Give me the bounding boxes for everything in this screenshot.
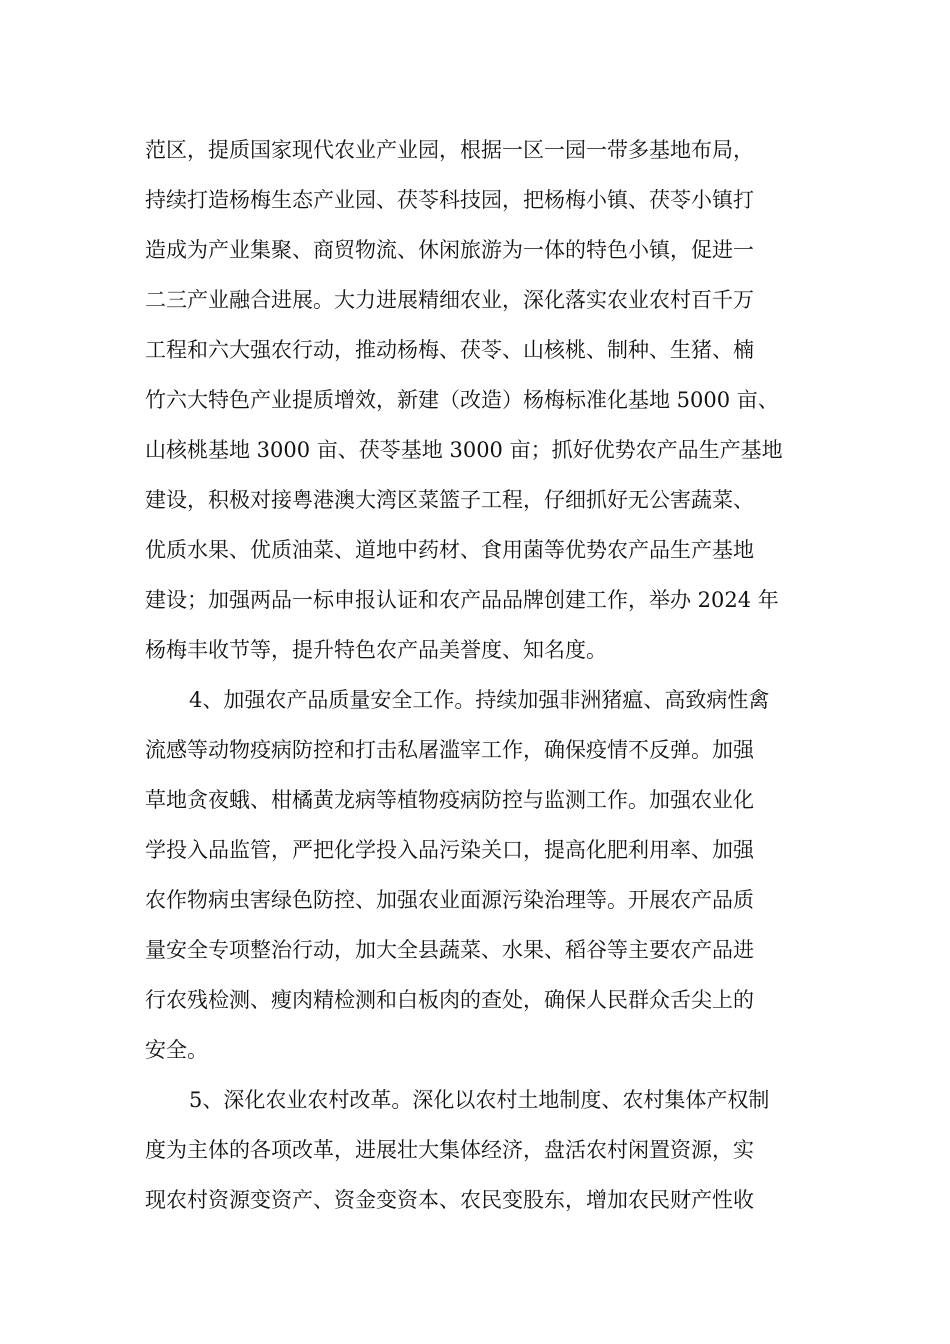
paragraph-line: 行农残检测、瘦肉精检测和白板肉的查处，确保人民群众舌尖上的 — [145, 988, 754, 1012]
paragraph-line: 持续打造杨梅生态产业园、茯苓科技园，把杨梅小镇、茯苓小镇打 — [145, 188, 754, 212]
paragraph-line: 流感等动物疫病防控和打击私屠滥宰工作，确保疫情不反弹。加强 — [145, 738, 754, 762]
paragraph-line: 农作物病虫害绿色防控、加强农业面源污染治理等。开展农产品质 — [145, 888, 754, 912]
paragraph-line: 度为主体的各项改革，进展壮大集体经济，盘活农村闲置资源，实 — [145, 1138, 754, 1162]
paragraph-line: 二三产业融合进展。大力进展精细农业，深化落实农业农村百千万 — [145, 288, 754, 312]
paragraph-line: 造成为产业集聚、商贸物流、休闲旅游为一体的特色小镇，促进一 — [145, 238, 754, 262]
paragraph-line: 建设，积极对接粤港澳大湾区菜篮子工程，仔细抓好无公害蔬菜、 — [145, 488, 754, 512]
paragraph-line: 草地贪夜蛾、柑橘黄龙病等植物疫病防控与监测工作。加强农业化 — [145, 788, 754, 812]
paragraph-line: 工程和六大强农行动，推动杨梅、茯苓、山核桃、制种、生猪、楠 — [145, 338, 754, 362]
paragraph-line: 现农村资源变资产、资金变资本、农民变股东，增加农民财产性收 — [145, 1188, 754, 1212]
paragraph-line: 杨梅丰收节等，提升特色农产品美誉度、知名度。 — [145, 638, 607, 662]
paragraph-line: 范区，提质国家现代农业产业园，根据一区一园一带多基地布局， — [145, 138, 754, 162]
paragraph-line: 建设；加强两品一标申报认证和农产品品牌创建工作，举办 2024 年 — [145, 588, 779, 612]
paragraph-first-line: 4、加强农产品质量安全工作。持续加强非洲猪瘟、高致病性禽 — [189, 688, 770, 712]
paragraph-line: 学投入品监管，严把化学投入品污染关口，提高化肥利用率、加强 — [145, 838, 754, 862]
paragraph-line: 量安全专项整治行动，加大全县蔬菜、水果、稻谷等主要农产品进 — [145, 938, 754, 962]
paragraph-line: 优质水果、优质油菜、道地中药材、食用菌等优势农产品生产基地 — [145, 538, 754, 562]
paragraph-line: 竹六大特色产业提质增效，新建（改造）杨梅标准化基地 5000 亩、 — [145, 388, 779, 412]
paragraph-line: 山核桃基地 3000 亩、茯苓基地 3000 亩；抓好优势农产品生产基地 — [145, 438, 783, 462]
paragraph-first-line: 5、深化农业农村改革。深化以农村土地制度、农村集体产权制 — [189, 1088, 770, 1112]
paragraph-line: 安全。 — [145, 1038, 208, 1062]
